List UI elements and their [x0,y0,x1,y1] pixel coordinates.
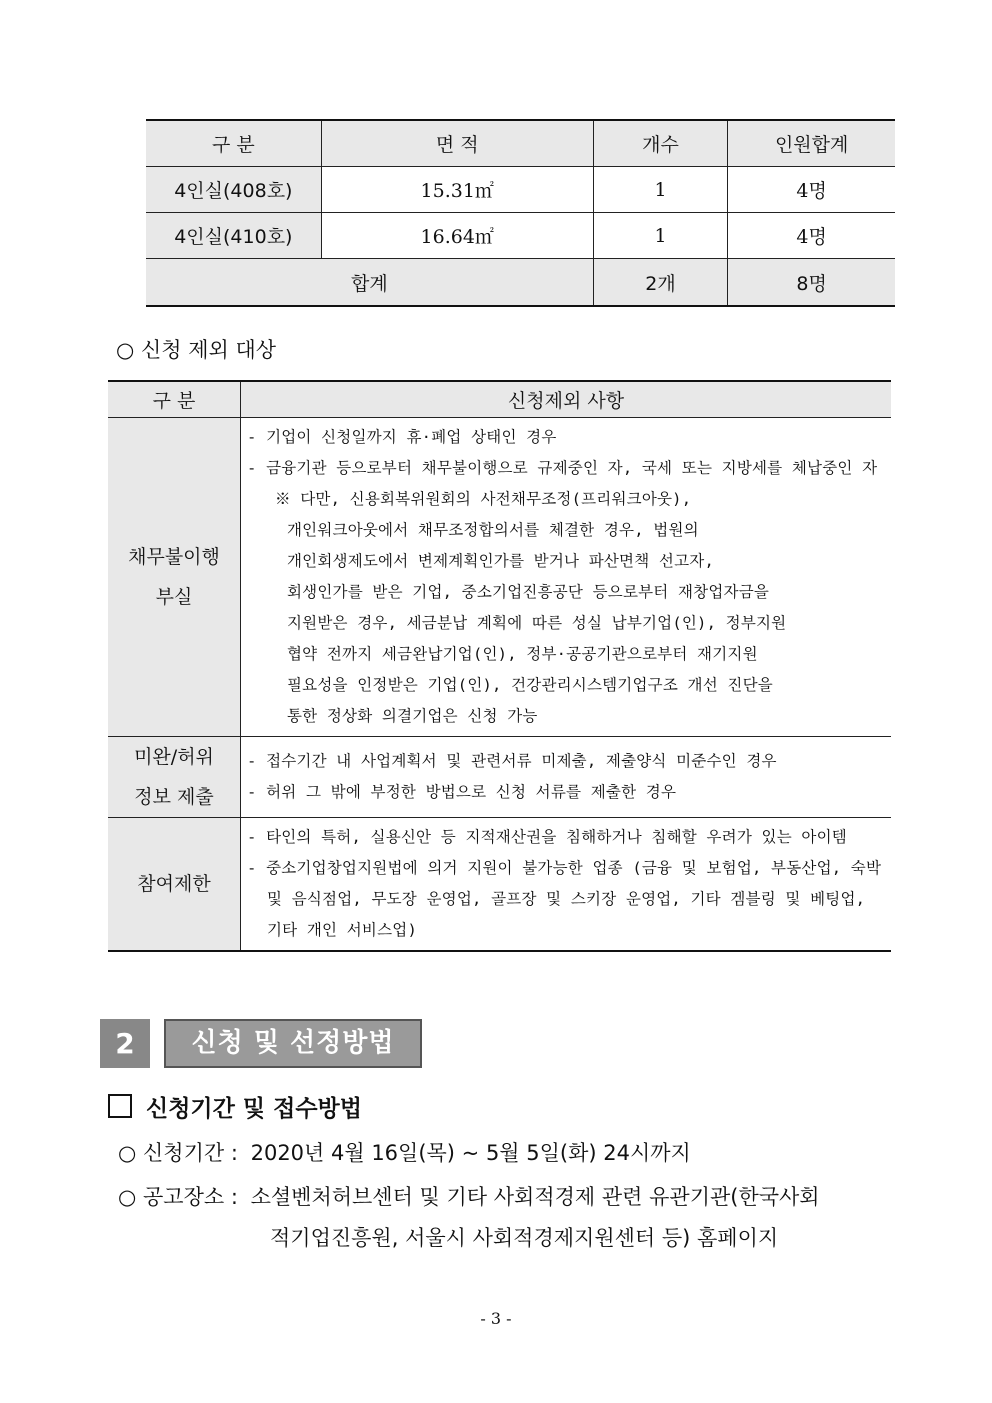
header-count: 개수 [593,120,728,167]
exclusion-heading: ○ 신청 제외 대상 [116,338,277,362]
room-count: 1 [593,213,728,259]
list-item: - 중소기업창업지원법에 의거 지원이 불가능한 업종 (금융 및 보험업, 부동산업, 숙박 및 음식점업, 무도장 운영업, 골프장 및 스키장 운영업, 기타 겜블링 및 베팅업, 기타 개인 서비스업) [247,859,882,939]
place-label: ○ 공고장소 : [118,1185,238,1209]
total-count: 2개 [593,259,728,307]
category-line: 정보 제출 [134,786,214,808]
place-value-cont: 적기업진흥원, 서울시 사회적경제지원센터 등) 홈페이지 [270,1226,779,1250]
checkbox-square-icon [108,1094,132,1118]
list-item: - 금융기관 등으로부터 채무불이행으로 규제중인 자, 국세 또는 지방세를 체납중인 자 [247,459,878,477]
table-row [146,213,895,259]
total-label: 합계 [146,259,593,307]
header-category: 구 분 [146,120,321,167]
header-category: 구 분 [108,381,241,418]
section-number: 2 [100,1019,150,1068]
period-label: ○ 신청기간 : [118,1141,238,1165]
room-area: 15.31㎡ [321,167,593,213]
category-line: 부실 [155,586,193,608]
category-line: 참여제한 [137,873,211,895]
header-items: 신청제외 사항 [241,381,892,418]
category-cell [108,818,241,952]
category-cell [108,418,241,737]
note-line: 협약 전까지 세금완납기업(인), 정부·공공기관으로부터 재기지원 [287,645,758,663]
place-line [118,1181,820,1211]
room-name: 4인실(408호) [146,167,321,213]
table-header-row [108,381,891,418]
room-table [146,119,895,307]
category-cell [108,737,241,818]
list-item: - 기업이 신청일까지 휴·폐업 상태인 경우 [247,428,557,446]
period-value: 2020년 4월 16일(목) ~ 5월 5일(화) 24시까지 [250,1141,691,1165]
note-line: ※ 다만, 신용회복위원회의 사전채무조정(프리워크아웃), [275,490,692,508]
header-area: 면 적 [321,120,593,167]
category-line: 채무불이행 [128,546,220,568]
table-row [108,737,891,818]
table-row [108,418,891,737]
items-cell [241,418,892,737]
total-people: 8명 [728,259,895,307]
note-line: 지원받은 경우, 세금분납 계획에 따른 성실 납부기업(인), 정부지원 [287,614,787,632]
category-line: 미완/허위 [134,746,214,768]
subsection-heading [108,1090,362,1123]
note-line: 개인회생제도에서 변제계획인가를 받거나 파산면책 선고자, [287,552,714,570]
subsection-title: 신청기간 및 접수방법 [146,1096,362,1122]
place-value: 소셜벤처허브센터 및 기타 사회적경제 관련 유관기관(한국사회 [250,1185,820,1209]
items-cell [241,818,892,952]
table-header-row [146,120,895,167]
note-line: 통한 정상화 의결기업은 신청 가능 [287,707,538,725]
room-people: 4명 [728,167,895,213]
note-line: 회생인가를 받은 기업, 중소기업진흥공단 등으로부터 재창업자금을 [287,583,770,601]
room-count: 1 [593,167,728,213]
items-cell [241,737,892,818]
room-name: 4인실(410호) [146,213,321,259]
table-row [146,167,895,213]
note-line: 필요성을 인정받은 기업(인), 건강관리시스템기업구조 개선 진단을 [287,676,773,694]
table-total-row [146,259,895,307]
header-people: 인원합계 [728,120,895,167]
note-line: 개인워크아웃에서 채무조정합의서를 체결한 경우, 법원의 [287,521,699,539]
section-title: 신청 및 선정방법 [164,1019,422,1068]
room-people: 4명 [728,213,895,259]
table-row [108,818,891,952]
period-line [118,1137,691,1167]
page-number: - 3 - [480,1309,512,1328]
room-area: 16.64㎡ [321,213,593,259]
list-item: - 타인의 특허, 실용신안 등 지적재산권을 침해하거나 침해할 우려가 있는 아이템 [247,828,847,846]
list-item: - 허위 그 밖에 부정한 방법으로 신청 서류를 제출한 경우 [247,783,677,801]
list-item: - 접수기간 내 사업계획서 및 관련서류 미제출, 제출양식 미준수인 경우 [247,752,777,770]
exclusion-table [108,380,891,952]
